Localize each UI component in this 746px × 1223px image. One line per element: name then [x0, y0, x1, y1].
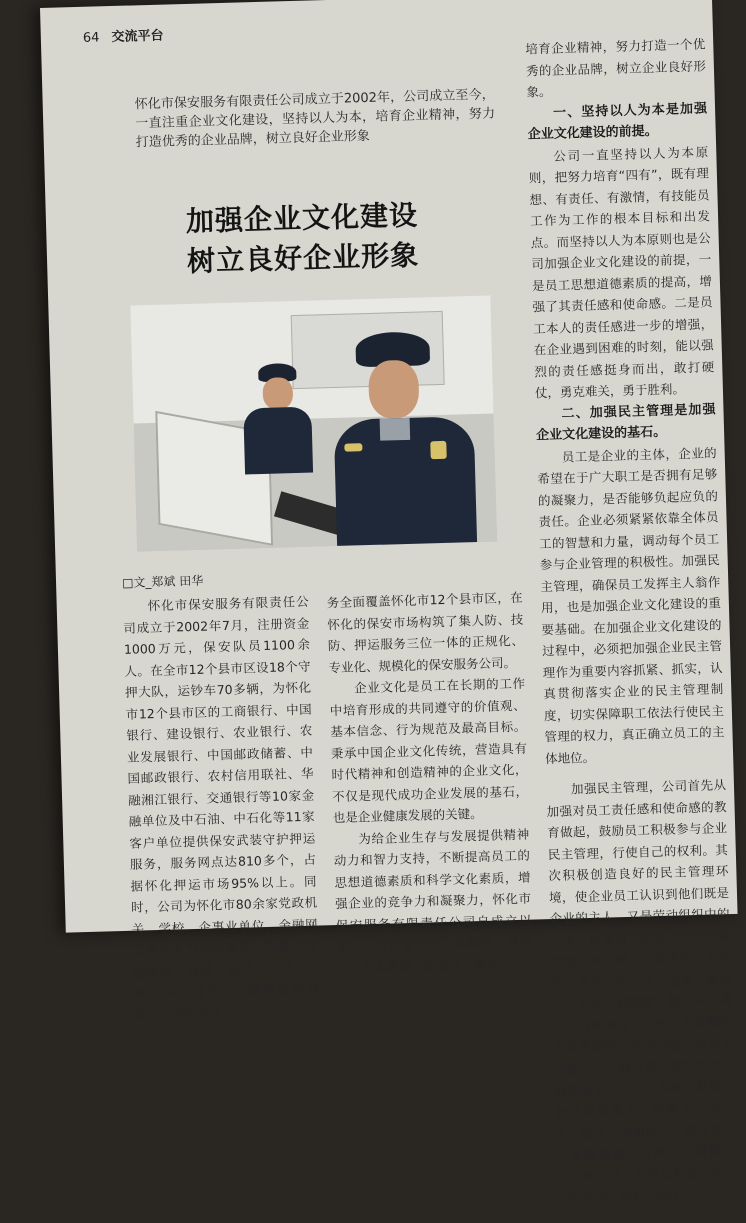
article-title-line2: 树立良好企业形象 [186, 238, 420, 278]
page-number: 64 [82, 30, 100, 46]
body-column-3 [525, 33, 738, 1209]
paragraph: 企业文化是员工在长期的工作中培育形成的共同遵守的价值观、基本信念、行为规范及最高目标。秉承中国企业文化传统，营造具有时代精神和创造精神的企业文化，不仅是现代成功企业发展的基石，也是企业健康发展的关键。 [329, 675, 529, 826]
article-title-line1: 加强企业文化建设 [185, 198, 419, 238]
article-intro: 怀化市保安服务有限责任公司成立于2002年，公司成立至今，一直注重企业文化建设，坚持以人为本，培育企业精神，努力打造优秀的企业品牌，树立良好企业形象 [134, 87, 496, 151]
author-byline: □文_郑斌 田华 [121, 573, 204, 590]
security-guards-photo [130, 296, 497, 552]
article-title [185, 193, 527, 282]
paragraph: 务全面覆盖怀化市12个县市区，在怀化的保安市场构筑了集人防、技防、押运服务三位一体的正规化、专业化、规模化的保安服务公司。 [326, 589, 525, 675]
paragraph: 员工是企业的主体，企业的希望在于广大职工是否拥有足够的凝聚力，是否能够负起应负的责任。企业必须紧紧依靠全体员工的智慧和力量，调动每个员工参与企业管理的积极性。加强民主管理，确保员工发挥主人翁作用，也是加强企业文化建设的重要基础。在加强企业文化建设的过程中，必须把加强企业民主管理作为重要内容抓紧、抓实，认真贯彻落实企业的民主管理制度，切实保障职工依法行使民主管理的权力，真正确立员工的主体地位。 [537, 444, 725, 766]
page-header [83, 25, 164, 46]
paragraph: 公司一直坚持以人为本原则，把努力培育“四有”，既有理想、有责任、有激情，有技能员工作为工作的根本目标和出发点。而坚持以人为本原则也是公司加强企业文化建设的前提，一是员工思想道德素质的提高，增强了其责任感和使命感。二是员工本人的责任感进一步的增强，在企业遇到困难的时刻，能以强烈的责任感挺身而出，敢打硬仗，勇克难关，勇于胜利。 [528, 143, 715, 401]
body-column-2 [326, 587, 533, 979]
body-column-1: 怀化市保安服务有限责任公司成立于2002年7月，注册资金1000万元，保安队员1100余人。在全市12个县市区设18个守押大队，运钞车70多辆，为怀化市12个县市区的工商银行、中国银行、建设银行、农业银行、农业发展银行、中国邮政储蓄、中国邮政银行、农村信用联社、华融湘江银行、交通银行等10家金融单位及中石油、中石化等11家客户单位提供保安武装守护押运服务，服务网点达810多个，占据怀化押运市场95%以上。同时，公司为怀化市80余家党政机关、学校、企事业单位、金融网点提供人力保安服务，为怀化金融系统、商铺、居民小区的500多个网点提供110联网报警服务。公司保安业 [123, 593, 320, 1023]
magazine-page [40, 0, 738, 1206]
guard-on-phone [240, 363, 313, 475]
section-heading: 二、加强民主管理是加强企业文化建设的基石。 [535, 401, 716, 444]
paragraph: 为给企业生存与发展提供精神动力和智力支持，不断提高员工的思想道德素质和科学文化素质，增强企业的竞争力和凝聚力，怀化市保安服务有限责任公司自成立以来，一直注重企业文化建设，坚持以人为本原则，加强民主管理， [333, 826, 533, 976]
section-title: 交流平台 [111, 28, 164, 46]
paragraph: 培育企业精神，努力打造一个优秀的企业品牌，树立企业良好形象。 [525, 36, 707, 100]
paragraph: 加强民主管理，公司首先从加强对员工责任感和使命感的教育做起，鼓励员工积极参与企业民主管理，行使自己的权利。其次积极创造良好的民主管理环境，使企业员工认识到他们既是企业的主人，又是劳动组织中的一员，认真遵守和服从企业的各项制度和纪律，完成各项生产任务。再次，实行民主监督，健全民主评议干部制度，建立和完善员工与领导对话制度，妥善解决企业管理中存在的问题。在员工中要广泛开展合理化建议活动，鼓励员工为企业发展献计献策。要坚持尊重人、理解人、关心人、信任人的原则，不断开发人力资源素质，发挥人的潜能作用，维护员工的合法利益，如公司在对员工奖惩过程中， [546, 777, 737, 1206]
guard-at-desk [331, 330, 477, 546]
section-heading: 一、坚持以人为本是加强企业文化建设的前提。 [527, 100, 708, 143]
